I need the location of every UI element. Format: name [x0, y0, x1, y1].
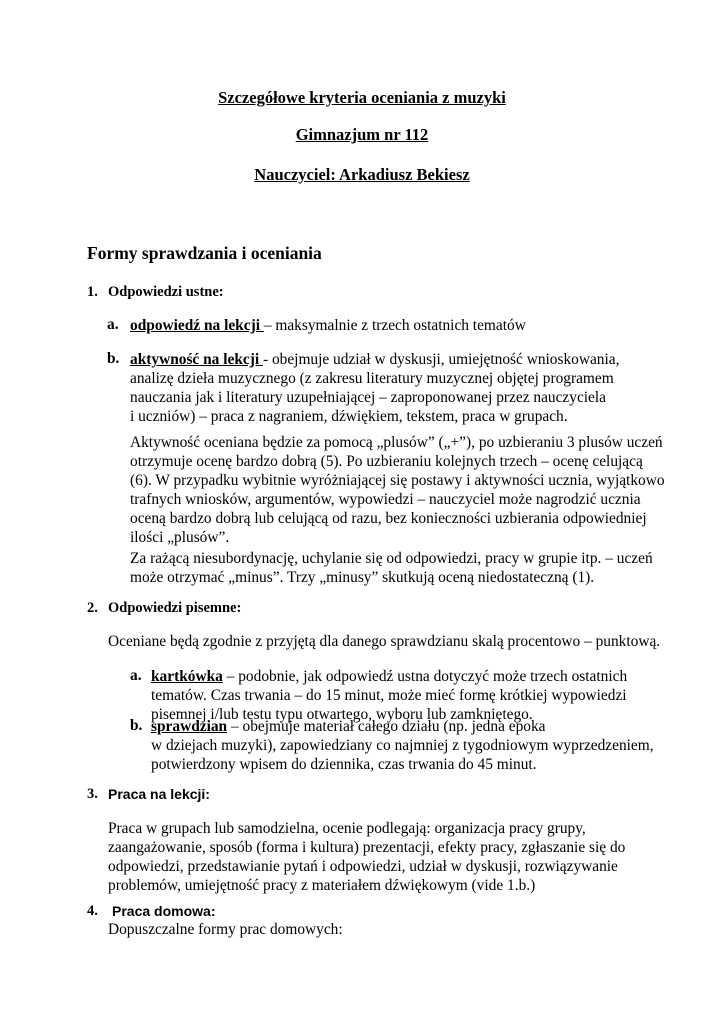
- minus-paragraph: [130, 549, 653, 587]
- text-line: nauczania jak i literatury uzupełniającej – zaproponowanej przez nauczyciela: [130, 389, 606, 406]
- text-line: pisemnej i/lub testu typu otwartego, wyboru lub zamkniętego.: [151, 706, 533, 723]
- text-line: odpowiedzi, przedstawianie pytań i odpowiedzi, udział w dyskusji, rozwiązywanie: [108, 858, 618, 875]
- section-4-title: Praca domowa:: [112, 903, 216, 919]
- text-line: problemów, umiejętność pracy z materiałem dźwiękowym (vide 1.b.): [108, 877, 536, 894]
- text-line: Aktywność oceniana będzie za pomocą „plusów” („+”), po uzbieraniu 3 plusów uczeń: [130, 434, 663, 451]
- text-line: może otrzymać „minus”. Trzy „minusy” skutkują oceną niedostateczną (1).: [130, 569, 595, 586]
- item-2b-first-line: [151, 717, 546, 736]
- school-name: Gimnazjum nr 112: [295, 125, 429, 144]
- item-2a-first-line: [151, 667, 627, 686]
- section-3-number: 3.: [87, 786, 98, 802]
- item-1b-term: aktywność na lekcji: [130, 351, 263, 368]
- item-1a-label: a.: [107, 316, 119, 333]
- section-3-text: [108, 819, 625, 895]
- item-2b-label: b.: [130, 717, 143, 734]
- item-2b-term: sprawdzian: [151, 718, 228, 735]
- text-line: Praca w grupach lub samodzielna, ocenie podlegają: organizacja pracy grupy,: [108, 820, 586, 837]
- text-line: Za rażącą niesubordynację, uchylanie się od odpowiedzi, pracy w grupie itp. – uczeń: [130, 550, 653, 567]
- text-line: otrzymuje ocenę bardzo dobrą (5). Po uzbieraniu kolejnych trzech – ocenę celującą: [130, 453, 643, 470]
- section-heading: Formy sprawdzania i oceniania: [87, 243, 322, 263]
- text-line: analizę dzieła muzycznego (z zakresu literatury muzycznej objętej programem: [130, 370, 614, 387]
- text-line: tematów. Czas trwania – do 15 minut, może mieć formę krótkiej wypowiedzi: [151, 687, 627, 704]
- item-1b-line1: - obejmuje udział w dyskusji, umiejętność wnioskowania,: [262, 351, 620, 368]
- item-2a-term: kartkówka: [151, 668, 223, 685]
- text-line: (6). W przypadku wybitnie wyróżniającej się postawy i aktywności ucznia, wyjątkowo: [130, 472, 665, 489]
- activity-paragraph: [130, 433, 665, 547]
- section-2-number: 2.: [87, 600, 98, 616]
- item-1a-term: odpowiedź na lekcji: [130, 317, 264, 334]
- text-line: w dziejach muzyki), zapowiedziany co najmniej z tygodniowym wyprzedzeniem,: [151, 737, 654, 754]
- section-2-title: Odpowiedzi pisemne:: [108, 600, 242, 616]
- item-2b-continuation: [151, 736, 654, 774]
- section-3-title: Praca na lekcji:: [108, 786, 210, 802]
- text-line: ilości „plusów”.: [130, 529, 230, 546]
- item-1a-text: – maksymalnie z trzech ostatnich tematów: [263, 317, 526, 334]
- text-line: i uczniów) – praca z nagraniem, dźwiękiem, tekstem, praca w grupach.: [130, 408, 568, 425]
- text-line: trafnych wniosków, argumentów, wypowiedzi – nauczyciel może nagrodzić ucznia: [130, 491, 641, 508]
- teacher-name: Nauczyciel: Arkadiusz Bekiesz: [254, 165, 470, 184]
- section-1-title: Odpowiedzi ustne:: [108, 284, 224, 300]
- section-4-number: 4.: [87, 903, 98, 919]
- item-2a-line1: – podobnie, jak odpowiedź ustna dotyczyć może trzech ostatnich: [222, 668, 628, 685]
- item-1b-first-line: [130, 350, 619, 369]
- text-line: oceną bardzo dobrą lub celującą od razu, bez konieczności uzbierania odpowiedniej: [130, 510, 647, 527]
- text-line: zaangażowanie, sposób (forma i kultura) prezentacji, efekty pracy, zgłaszanie się do: [108, 839, 626, 856]
- section-4-text: Dopuszczalne formy prac domowych:: [108, 921, 343, 938]
- section-1-number: 1.: [87, 284, 98, 300]
- item-1b-continuation: [130, 369, 614, 426]
- document-title: Szczegółowe kryteria oceniania z muzyki: [218, 88, 506, 107]
- section-2-intro: Oceniane będą zgodnie z przyjętą dla danego sprawdzianu skalą procentowo – punktową.: [108, 633, 661, 650]
- item-1a: [130, 316, 526, 335]
- item-2b-line1: – obejmuje materiał całego działu (np. jedna epoka: [227, 718, 546, 735]
- item-2a-label: a.: [130, 667, 142, 684]
- item-1b-label: b.: [107, 350, 120, 367]
- text-line: potwierdzony wpisem do dziennika, czas trwania do 45 minut.: [151, 756, 537, 773]
